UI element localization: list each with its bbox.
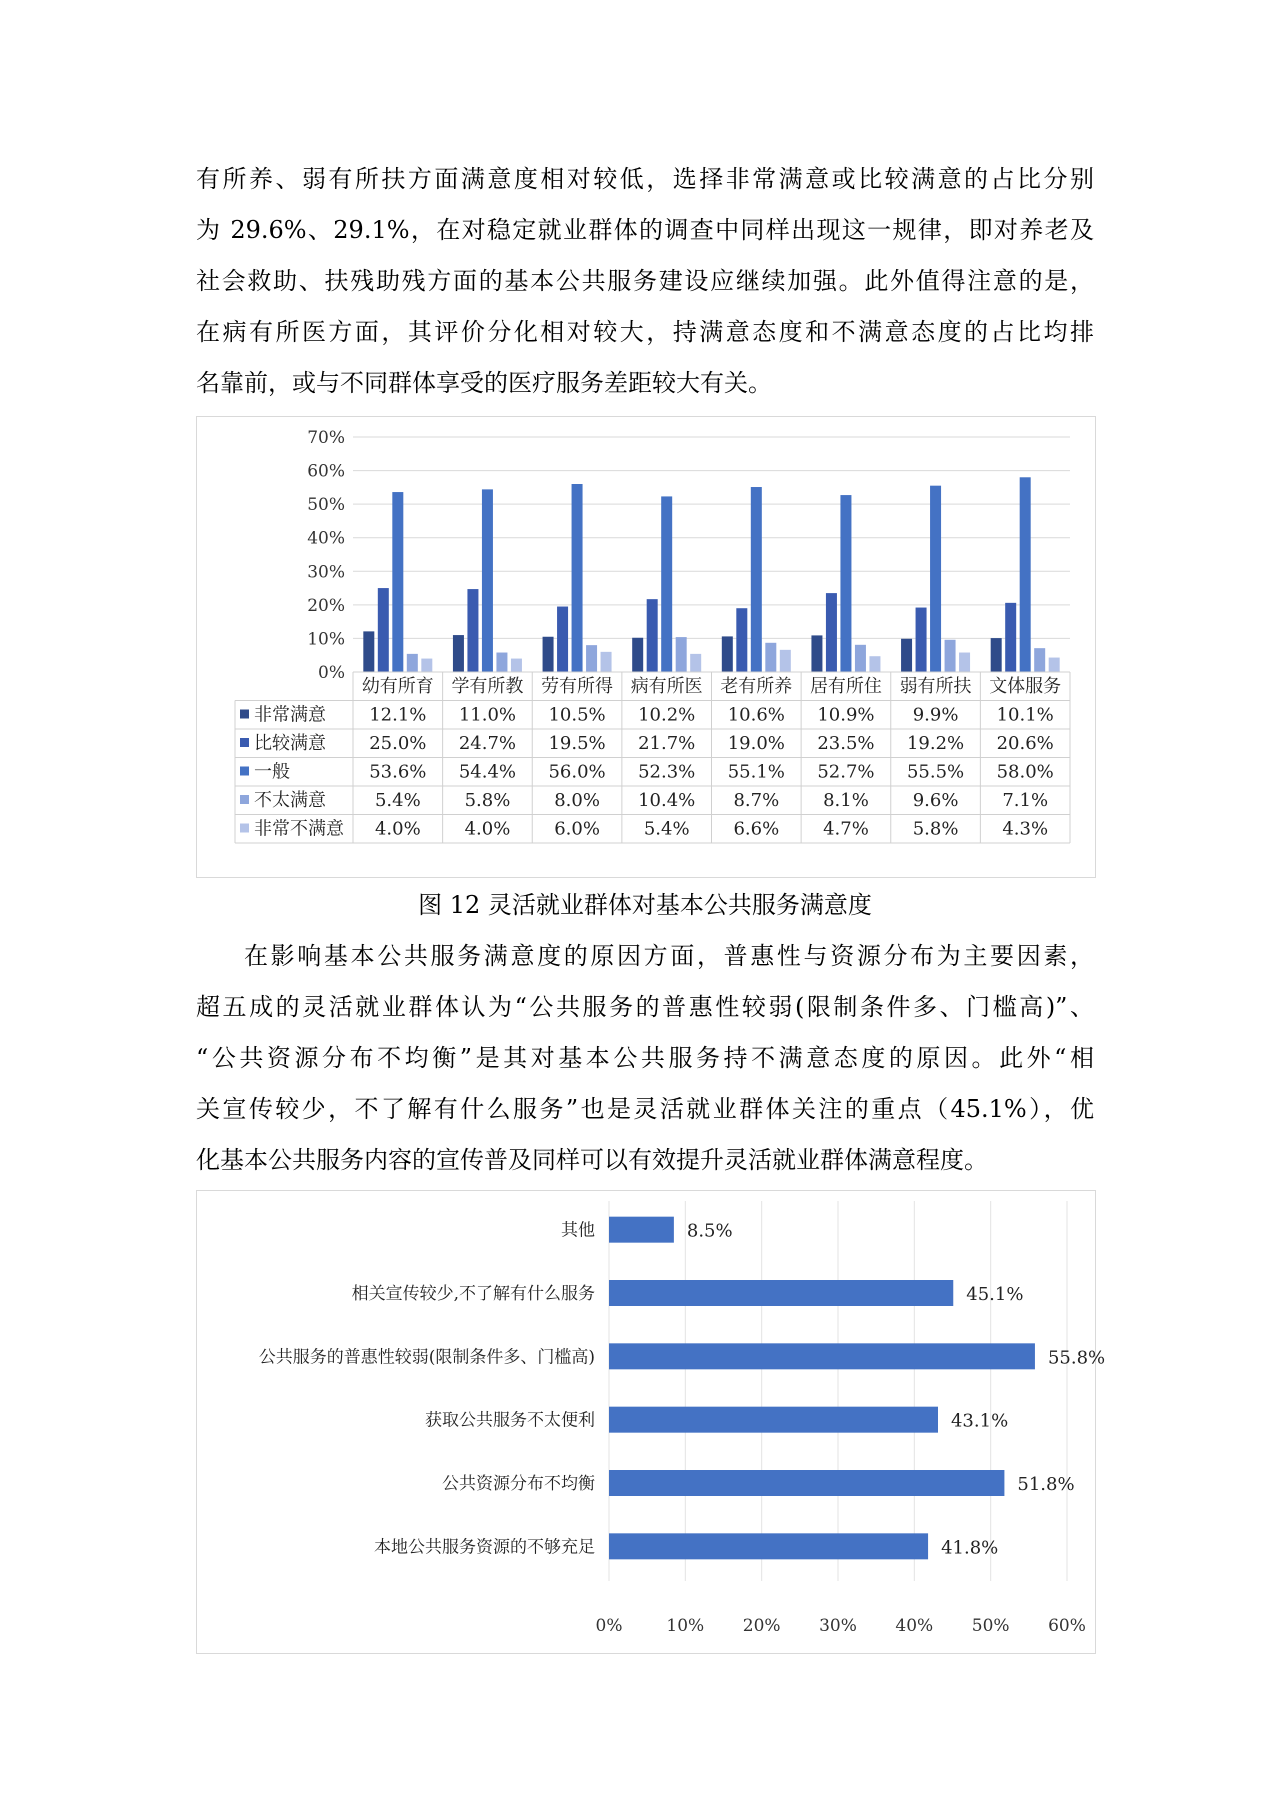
table-value: 4.0% [464, 818, 511, 840]
bar-不太满意 [765, 643, 776, 672]
bar-不太满意 [496, 653, 507, 672]
x-tick-label: 20% [742, 1616, 781, 1636]
bar-非常不满意 [511, 659, 522, 672]
bar [609, 1533, 928, 1559]
y-tick-label: 10% [307, 629, 345, 650]
bar-非常满意 [543, 637, 554, 672]
table-value: 12.1% [369, 704, 427, 726]
bar-非常满意 [811, 635, 822, 672]
table-value: 56.0% [548, 761, 606, 783]
table-value: 4.0% [374, 818, 421, 840]
x-tick-label: 10% [666, 1616, 705, 1636]
bar-一般 [930, 486, 941, 672]
paragraph-line: 在病有所医方面，其评价分化相对较大，持满意态度和不满意态度的占比均排 [196, 318, 1094, 346]
bar-比较满意 [647, 599, 658, 672]
table-value: 55.1% [727, 761, 785, 783]
paragraph-line: 化基本公共服务内容的宣传普及同样可以有效提升灵活就业群体满意程度。 [196, 1146, 988, 1174]
bar-不太满意 [1034, 648, 1045, 672]
bar-不太满意 [945, 640, 956, 672]
table-value: 10.1% [996, 704, 1054, 726]
y-tick-label: 0% [318, 663, 345, 683]
legend-label: 比较满意 [254, 733, 326, 754]
table-value: 23.5% [817, 733, 875, 754]
x-tick-label: 0% [595, 1616, 623, 1636]
y-tick-label: 60% [307, 461, 345, 482]
data-label: 8.5% [686, 1220, 733, 1242]
bar-非常满意 [991, 638, 1002, 672]
table-value: 5.8% [464, 790, 511, 811]
figure-12-caption: 图 12 灵活就业群体对基本公共服务满意度 [418, 891, 872, 919]
paragraph-line: 在影响基本公共服务满意度的原因方面，普惠性与资源分布为主要因素， [244, 942, 1094, 970]
table-value: 8.7% [733, 790, 780, 811]
bar-非常不满意 [421, 659, 432, 672]
table-value: 5.4% [374, 790, 421, 811]
y-tick-label: 70% [307, 428, 345, 448]
bar [609, 1407, 938, 1433]
category-label: 老有所养 [720, 676, 793, 697]
bar-比较满意 [378, 588, 389, 672]
bar-非常不满意 [869, 656, 880, 672]
table-value: 20.6% [996, 733, 1054, 754]
table-value: 4.3% [1002, 818, 1049, 840]
y-tick-label: 50% [307, 495, 345, 516]
bar [609, 1343, 1035, 1369]
data-label: 55.8% [1047, 1347, 1106, 1369]
y-tick-label: 30% [307, 562, 345, 583]
bar-比较满意 [736, 608, 747, 672]
x-tick-label: 60% [1048, 1616, 1086, 1636]
category-label: 本地公共服务资源的不够充足 [374, 1537, 595, 1558]
data-label: 41.8% [941, 1537, 999, 1559]
satisfaction-chart-svg [197, 417, 1095, 877]
bar-一般 [572, 484, 583, 672]
table-value: 6.0% [554, 818, 600, 840]
category-label: 学有所教 [451, 676, 524, 697]
table-value: 54.4% [458, 761, 517, 783]
x-tick-label: 40% [895, 1616, 934, 1636]
table-value: 7.1% [1002, 790, 1049, 811]
category-label: 获取公共服务不太便利 [425, 1410, 595, 1431]
bar-比较满意 [916, 608, 927, 672]
bar-比较满意 [826, 593, 837, 672]
table-value: 52.3% [638, 761, 696, 783]
table-value: 5.4% [643, 818, 690, 840]
y-tick-label: 40% [307, 528, 345, 549]
table-value: 9.9% [912, 704, 959, 726]
data-label: 51.8% [1017, 1474, 1075, 1495]
satisfaction-chart [196, 416, 1096, 878]
category-label: 病有所医 [630, 676, 703, 697]
data-label: 43.1% [950, 1410, 1009, 1432]
table-value: 8.0% [554, 790, 600, 811]
legend-label: 非常不满意 [254, 818, 344, 840]
legend-swatch [240, 795, 249, 804]
table-value: 24.7% [458, 733, 517, 754]
bar-非常满意 [901, 639, 912, 672]
bar-一般 [1020, 477, 1031, 672]
bar-不太满意 [855, 645, 866, 672]
table-value: 9.6% [912, 790, 959, 811]
bar-非常不满意 [601, 652, 612, 672]
category-label: 弱有所扶 [899, 676, 972, 697]
bar-一般 [482, 489, 493, 672]
category-label: 文体服务 [989, 676, 1062, 697]
data-label: 45.1% [966, 1284, 1024, 1305]
bar-非常满意 [453, 635, 464, 672]
bar [609, 1280, 953, 1306]
table-value: 8.1% [823, 790, 869, 811]
bar-一般 [661, 496, 672, 672]
paragraph-2 [196, 931, 1094, 1186]
category-label: 居有所住 [809, 676, 882, 697]
legend-swatch [240, 767, 249, 776]
table-value: 10.4% [638, 790, 696, 811]
table-value: 5.8% [912, 818, 959, 840]
category-label: 劳有所得 [541, 676, 614, 697]
dissatisfaction-reasons-chart-svg [197, 1191, 1106, 1653]
table-value: 19.0% [727, 733, 785, 754]
table-value: 11.0% [458, 704, 517, 726]
category-label: 其他 [561, 1220, 595, 1241]
category-label: 公共服务的普惠性较弱(限制条件多、门槛高) [258, 1347, 595, 1368]
table-value: 55.5% [906, 761, 965, 783]
category-label: 幼有所育 [361, 676, 434, 697]
bar-非常不满意 [690, 654, 701, 672]
dissatisfaction-reasons-chart [196, 1190, 1106, 1654]
table-value: 58.0% [996, 761, 1054, 783]
legend-label: 不太满意 [254, 790, 326, 811]
x-tick-label: 50% [971, 1616, 1010, 1636]
paragraph-line: 名靠前，或与不同群体享受的医疗服务差距较大有关。 [196, 369, 772, 397]
category-label: 公共资源分布不均衡 [442, 1474, 595, 1494]
table-value: 19.2% [906, 733, 965, 754]
paragraph-line: 有所养、弱有所扶方面满意度相对较低，选择非常满意或比较满意的占比分别 [196, 165, 1094, 193]
bar-不太满意 [676, 637, 687, 672]
table-value: 10.2% [638, 704, 696, 726]
table-value: 4.7% [823, 818, 869, 840]
paragraph-line: 社会救助、扶残助残方面的基本公共服务建设应继续加强。此外值得注意的是， [196, 267, 1094, 295]
bar [609, 1217, 674, 1243]
table-value: 19.5% [548, 733, 606, 754]
paragraph-line: 超五成的灵活就业群体认为“公共服务的普惠性较弱(限制条件多、门槛高)”、 [196, 993, 1094, 1021]
bar-不太满意 [407, 654, 418, 672]
y-tick-label: 20% [307, 595, 345, 616]
paragraph-line: “公共资源分布不均衡”是其对基本公共服务持不满意态度的原因。此外“相 [196, 1044, 1094, 1072]
legend-label: 一般 [254, 761, 290, 783]
bar [609, 1470, 1004, 1496]
category-label: 相关宣传较少,不了解有什么服务 [351, 1284, 595, 1304]
bar-一般 [392, 492, 403, 672]
legend-swatch [240, 710, 249, 719]
table-value: 53.6% [369, 761, 427, 783]
bar-非常不满意 [1049, 658, 1060, 672]
bar-比较满意 [557, 607, 568, 672]
bar-非常不满意 [780, 650, 791, 672]
legend-swatch [240, 824, 249, 833]
table-value: 10.5% [548, 704, 606, 726]
bar-比较满意 [1005, 603, 1016, 672]
paragraph-line: 为 29.6%、29.1%，在对稳定就业群体的调查中同样出现这一规律，即对养老及 [196, 216, 1094, 244]
legend-swatch [240, 738, 249, 747]
table-value: 25.0% [369, 733, 427, 754]
table-value: 52.7% [817, 761, 875, 783]
bar-非常满意 [722, 636, 733, 672]
table-value: 6.6% [733, 818, 780, 840]
paragraph-line: 关宣传较少，不了解有什么服务”也是灵活就业群体关注的重点（45.1%），优 [196, 1095, 1094, 1123]
table-value: 21.7% [638, 733, 696, 754]
bar-比较满意 [467, 589, 478, 672]
bar-非常满意 [363, 631, 374, 672]
legend-label: 非常满意 [254, 704, 326, 726]
paragraph-1 [196, 154, 1094, 409]
table-value: 10.9% [817, 704, 875, 726]
bar-一般 [840, 495, 851, 672]
bar-非常满意 [632, 638, 643, 672]
bar-一般 [751, 487, 762, 672]
bar-不太满意 [586, 645, 597, 672]
x-tick-label: 30% [819, 1616, 857, 1636]
table-value: 10.6% [727, 704, 785, 726]
bar-非常不满意 [959, 653, 970, 672]
